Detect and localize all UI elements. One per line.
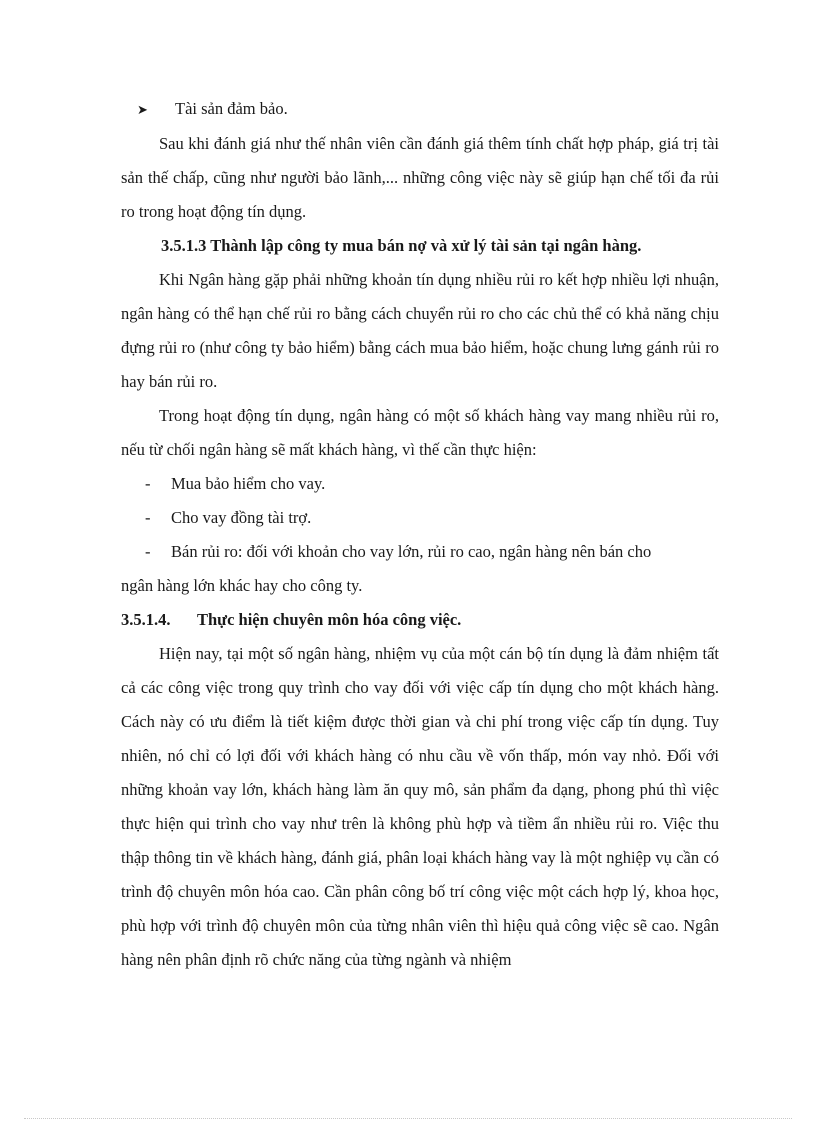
document-body (121, 92, 719, 977)
list-item-continuation: ngân hàng lớn khác hay cho công ty. (121, 576, 363, 595)
section-heading-3-5-1-3: 3.5.1.3 Thành lập công ty mua bán nợ và xử lý tài sản tại ngân hàng. (161, 236, 642, 255)
section-heading-3-5-1-4 (121, 603, 719, 637)
arrow-bullet-icon: ➤ (137, 102, 148, 117)
bullet-item (121, 92, 719, 127)
list-item-first-line (121, 535, 719, 569)
section-number: 3.5.1.4. (121, 610, 171, 629)
paragraph-risk-transfer: Khi Ngân hàng gặp phải những khoản tín dụng nhiều rủi ro kết hợp nhiều lợi nhuận, ngân hàng có thể hạn chế rủi ro bằng cách chuyển rủi ro cho các chủ thể có khả năng chịu đựng rủi ro (như công ty bảo hiểm) bằng cách mua bảo hiểm, hoặc chung lưng gánh rủi ro hay bán rủi ro. (121, 270, 719, 391)
list-item (121, 467, 719, 501)
list-item-text: Mua bảo hiểm cho vay. (171, 474, 326, 493)
list-item-text: Cho vay đồng tài trợ. (171, 508, 312, 527)
dash-marker: - (145, 542, 151, 561)
paragraph-risky-customers: Trong hoạt động tín dụng, ngân hàng có một số khách hàng vay mang nhiều rủi ro, nếu từ chối ngân hàng sẽ mất khách hàng, vì thế cần thực hiện: (121, 406, 719, 459)
list-item-text: Bán rủi ro: đối với khoản cho vay lớn, rủi ro cao, ngân hàng nên bán cho (171, 542, 652, 561)
dash-marker: - (145, 474, 151, 493)
bullet-text: Tài sản đảm bảo. (175, 99, 288, 118)
list-item-sell-risk (121, 535, 719, 603)
section-title: Thực hiện chuyên môn hóa công việc. (197, 610, 462, 629)
list-item (121, 501, 719, 535)
paragraph-specialization: Hiện nay, tại một số ngân hàng, nhiệm vụ của một cán bộ tín dụng là đảm nhiệm tất cả các công việc trong quy trình cho vay đối với việc cấp tín dụng cho một khách hàng. Cách này có ưu điểm là tiết kiệm được thời gian và chi phí trong việc cấp tín dụng. Tuy nhiên, nó chỉ có lợi đối với khách hàng có nhu cầu về vốn thấp, món vay nhỏ. Đối với những khoản vay lớn, khách hàng làm ăn quy mô, sản phẩm đa dạng, phong phú thì việc thực hiện qui trình cho vay như trên là không phù hợp và tiềm ẩn nhiều rủi ro. Việc thu thập thông tin về khách hàng, đánh giá, phân loại khách hàng vay là một nghiệp vụ cần có trình độ chuyên môn hóa cao. Cần phân công bố trí công việc một cách hợp lý, khoa học, phù hợp với trình độ chuyên môn của từng nhân viên thì hiệu quả công việc sẽ cao. Ngân hàng nên phân định rõ chức năng của từng ngành và nhiệm (121, 644, 719, 969)
page-bottom-divider (24, 1118, 792, 1119)
paragraph-collateral: Sau khi đánh giá như thế nhân viên cần đánh giá thêm tính chất hợp pháp, giá trị tài sản thế chấp, cũng như người bảo lãnh,... những công việc này sẽ giúp hạn chế tối đa rủi ro trong hoạt động tín dụng. (121, 134, 719, 221)
dash-marker: - (145, 508, 151, 527)
